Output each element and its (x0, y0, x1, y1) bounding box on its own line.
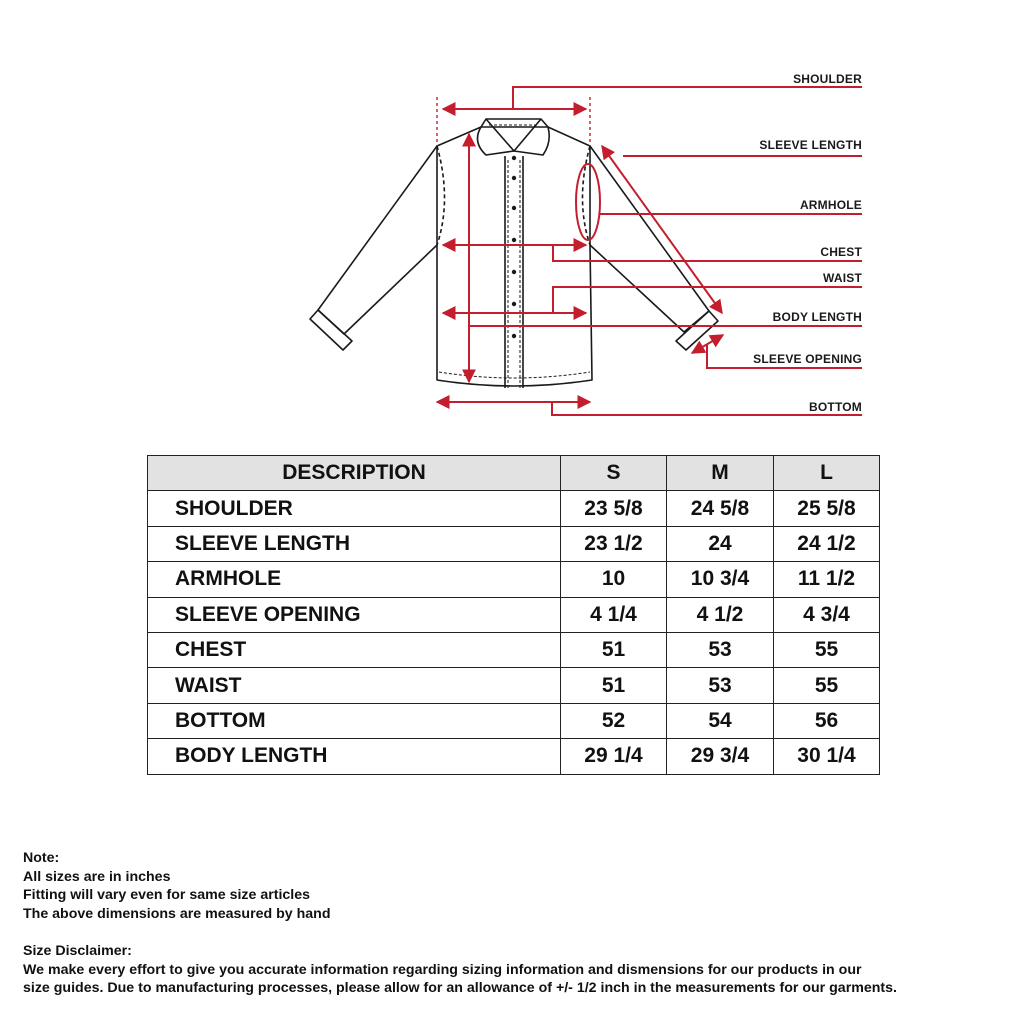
cell-s: 23 1/2 (561, 526, 667, 561)
table-row (148, 526, 880, 561)
row-label: WAIST (148, 668, 561, 703)
disclaimer-line: We make every effort to give you accurate information regarding sizing information and dismensions for our products in our (23, 961, 862, 978)
cell-l: 30 1/4 (774, 739, 880, 774)
cell-m: 10 3/4 (667, 562, 774, 597)
body-length-callout (469, 134, 862, 382)
cell-m: 24 (667, 526, 774, 561)
cell-s: 51 (561, 632, 667, 667)
table-row (148, 632, 880, 667)
callout-label-sleeve-opening: SLEEVE OPENING (753, 352, 862, 366)
cell-s: 10 (561, 562, 667, 597)
shirt-buttons (512, 156, 516, 338)
row-label: SLEEVE LENGTH (148, 526, 561, 561)
right-sleeve (590, 146, 709, 332)
cell-s: 4 1/4 (561, 597, 667, 632)
cell-l: 56 (774, 703, 880, 738)
left-sleeve (318, 146, 437, 334)
table-row (148, 597, 880, 632)
shirt-measurement-diagram (0, 0, 1024, 440)
note-line: The above dimensions are measured by hand (23, 905, 331, 922)
cell-m: 53 (667, 632, 774, 667)
table-row (148, 562, 880, 597)
note-line: Fitting will vary even for same size articles (23, 887, 311, 904)
notes-heading: Note: (23, 850, 60, 866)
callout-label-waist: WAIST (823, 271, 862, 285)
callout-label-body-length: BODY LENGTH (772, 310, 862, 324)
callout-label-chest: CHEST (820, 245, 862, 259)
cell-l: 25 5/8 (774, 491, 880, 526)
bottom-callout (437, 402, 862, 415)
cell-l: 24 1/2 (774, 526, 880, 561)
row-label: SHOULDER (148, 491, 561, 526)
shirt-body (437, 127, 592, 386)
size-chart-table (147, 455, 880, 775)
row-label: SLEEVE OPENING (148, 597, 561, 632)
cell-m: 4 1/2 (667, 597, 774, 632)
callout-label-bottom: BOTTOM (809, 400, 862, 414)
table-row (148, 739, 880, 774)
row-label: BODY LENGTH (148, 739, 561, 774)
table-row (148, 491, 880, 526)
row-label: BOTTOM (148, 703, 561, 738)
cell-m: 29 3/4 (667, 739, 774, 774)
row-label: ARMHOLE (148, 562, 561, 597)
cell-s: 52 (561, 703, 667, 738)
callout-label-armhole: ARMHOLE (799, 198, 862, 212)
callout-label-shoulder: SHOULDER (793, 72, 862, 86)
callout-label-sleeve-length: SLEEVE LENGTH (759, 138, 862, 152)
cell-l: 55 (774, 632, 880, 667)
cell-m: 24 5/8 (667, 491, 774, 526)
cell-s: 23 5/8 (561, 491, 667, 526)
chest-callout (443, 245, 862, 261)
cell-m: 53 (667, 668, 774, 703)
note-line: All sizes are in inches (23, 868, 171, 885)
cell-l: 4 3/4 (774, 597, 880, 632)
header-size-s: S (561, 456, 667, 491)
header-size-l: L (774, 456, 880, 491)
left-cuff (310, 310, 352, 350)
cell-s: 29 1/4 (561, 739, 667, 774)
cell-l: 55 (774, 668, 880, 703)
table-row (148, 703, 880, 738)
disclaimer-heading: Size Disclaimer: (23, 942, 132, 959)
header-description: DESCRIPTION (148, 456, 561, 491)
row-label: CHEST (148, 632, 561, 667)
cell-s: 51 (561, 668, 667, 703)
cell-l: 11 1/2 (774, 562, 880, 597)
cell-m: 54 (667, 703, 774, 738)
table-row (148, 668, 880, 703)
table-header-row (148, 456, 880, 491)
header-size-m: M (667, 456, 774, 491)
disclaimer-line: size guides. Due to manufacturing processes, please allow for an allowance of +/- 1/2 inch in the measurements for our garments. (23, 980, 897, 997)
notes-section (23, 849, 1013, 998)
